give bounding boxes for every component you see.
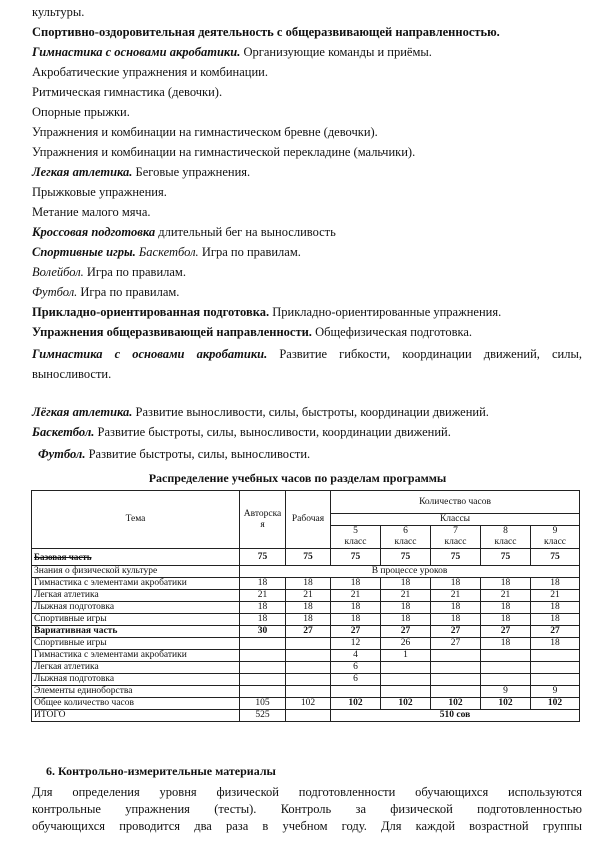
cell-value: 18 bbox=[240, 602, 286, 614]
cell-name: Легкая атлетика bbox=[32, 662, 240, 674]
cell-value bbox=[240, 662, 286, 674]
table-row bbox=[32, 549, 580, 566]
table-title: Распределение учебных часов по разделам программы bbox=[148, 471, 447, 485]
cell-value: 18 bbox=[286, 578, 331, 590]
header-work: Рабочая bbox=[286, 491, 331, 549]
cell-value: 18 bbox=[531, 602, 580, 614]
table-row bbox=[32, 578, 580, 590]
text-line: Прыжковые упражнения. bbox=[32, 185, 167, 199]
cell-value: 102 bbox=[286, 698, 331, 710]
cell-value: 525 bbox=[240, 710, 286, 722]
text-line: Опорные прыжки. bbox=[32, 105, 130, 119]
text-line: Кроссовая подготовка длительный бег на выносливость bbox=[32, 225, 336, 239]
cell-value bbox=[531, 674, 580, 686]
cell-value bbox=[431, 686, 481, 698]
cell-value: 18 bbox=[531, 638, 580, 650]
cell-value: 21 bbox=[286, 590, 331, 602]
cell-name: Легкая атлетика bbox=[32, 590, 240, 602]
table-row bbox=[32, 686, 580, 698]
text-line: Ритмическая гимнастика (девочки). bbox=[32, 85, 223, 99]
cell-value: 6 bbox=[331, 662, 381, 674]
cell-value: 18 bbox=[240, 578, 286, 590]
table-row bbox=[32, 614, 580, 626]
header-grade: 5 bbox=[331, 526, 381, 538]
text-line: Волейбол. Игра по правилам. bbox=[32, 265, 186, 279]
cell-value: 105 bbox=[240, 698, 286, 710]
header-grade: 9 bbox=[531, 526, 580, 538]
cell-value: 18 bbox=[331, 578, 381, 590]
cell-name: Общее количество часов bbox=[32, 698, 240, 710]
header-class-word: класс bbox=[481, 537, 531, 549]
cell-value: 18 bbox=[381, 614, 431, 626]
table-row bbox=[32, 662, 580, 674]
cell-value: 18 bbox=[481, 602, 531, 614]
cell-value bbox=[240, 674, 286, 686]
text-line: обучающихся проводится два раза в учебном году. Для каждой возрастной группы bbox=[32, 819, 582, 833]
header-class-word: класс bbox=[431, 537, 481, 549]
header-grade: 8 bbox=[481, 526, 531, 538]
cell-value bbox=[286, 686, 331, 698]
text-line: контрольные упражнения (тесты). Контроль за физической подготовленностью bbox=[32, 802, 582, 816]
text-line: Баскетбол. Развитие быстроты, силы, выносливости, координации движений. bbox=[32, 425, 451, 439]
cell-value bbox=[240, 650, 286, 662]
cell-value: 18 bbox=[381, 578, 431, 590]
cell-value bbox=[481, 650, 531, 662]
cell-value bbox=[240, 638, 286, 650]
cell-value bbox=[431, 674, 481, 686]
cell-value: 27 bbox=[331, 626, 381, 638]
text-line: Для определения уровня физической подготовленности обучающихся используются bbox=[32, 785, 582, 799]
header-class-word: класс bbox=[381, 537, 431, 549]
table-row bbox=[32, 626, 580, 638]
cell-value bbox=[531, 650, 580, 662]
cell-value: 75 bbox=[531, 549, 580, 566]
cell-value: 18 bbox=[240, 614, 286, 626]
cell-value: 75 bbox=[381, 549, 431, 566]
cell-name: Элементы единоборства bbox=[32, 686, 240, 698]
text-line: Упражнения общеразвивающей направленности. Общефизическая подготовка. bbox=[32, 325, 473, 339]
cell-name: Гимнастика с элементами акробатики bbox=[32, 650, 240, 662]
cell-name: Спортивные игры bbox=[32, 638, 240, 650]
cell-value: 18 bbox=[431, 578, 481, 590]
table-row bbox=[32, 566, 580, 578]
header-class-word: класс bbox=[331, 537, 381, 549]
cell-name: Лыжная подготовка bbox=[32, 674, 240, 686]
cell-value bbox=[331, 686, 381, 698]
cell-value: 21 bbox=[381, 590, 431, 602]
cell-value: 27 bbox=[381, 626, 431, 638]
table-row bbox=[32, 650, 580, 662]
cell-value bbox=[240, 686, 286, 698]
cell-value: 18 bbox=[286, 602, 331, 614]
cell-value: 102 bbox=[381, 698, 431, 710]
cell-value bbox=[531, 662, 580, 674]
cell-value: 27 bbox=[481, 626, 531, 638]
cell-value: 18 bbox=[431, 614, 481, 626]
cell-value bbox=[286, 674, 331, 686]
cell-name: ИТОГО bbox=[32, 710, 240, 722]
cell-value: 102 bbox=[431, 698, 481, 710]
cell-value bbox=[286, 662, 331, 674]
header-author: Авторская bbox=[240, 491, 286, 549]
hours-distribution-table bbox=[31, 490, 580, 722]
table-row bbox=[32, 674, 580, 686]
table-header-row bbox=[32, 491, 580, 514]
cell-value: 18 bbox=[431, 602, 481, 614]
cell-value: 21 bbox=[531, 590, 580, 602]
cell-value: 27 bbox=[431, 638, 481, 650]
cell-value: 27 bbox=[531, 626, 580, 638]
cell-value: 18 bbox=[481, 578, 531, 590]
text-line: Лёгкая атлетика. Развитие выносливости, силы, быстроты, координации движений. bbox=[32, 405, 489, 419]
cell-name: Спортивные игры bbox=[32, 614, 240, 626]
header-grade: 6 bbox=[381, 526, 431, 538]
cell-name: Знания о физической культуре bbox=[32, 566, 240, 578]
cell-merged: В процессе уроков bbox=[240, 566, 580, 578]
text-line: Прикладно-ориентированная подготовка. Прикладно-ориентированные упражнения. bbox=[32, 305, 502, 319]
cell-value: 18 bbox=[331, 614, 381, 626]
table-row bbox=[32, 698, 580, 710]
cell-name: Базовая часть bbox=[32, 549, 240, 566]
cell-name: Гимнастика с элементами акробатики bbox=[32, 578, 240, 590]
text-line: Спортивно-оздоровительная деятельность с общеразвивающей направленностью. bbox=[32, 25, 500, 39]
cell-value: 18 bbox=[381, 602, 431, 614]
header-classes: Классы bbox=[331, 514, 580, 526]
cell-value: 102 bbox=[331, 698, 381, 710]
cell-value bbox=[286, 638, 331, 650]
cell-value: 1 bbox=[381, 650, 431, 662]
cell-value: 18 bbox=[531, 614, 580, 626]
cell-value: 75 bbox=[240, 549, 286, 566]
cell-value: 26 bbox=[381, 638, 431, 650]
cell-value bbox=[431, 650, 481, 662]
cell-value: 75 bbox=[331, 549, 381, 566]
table-row bbox=[32, 590, 580, 602]
cell-value bbox=[481, 662, 531, 674]
text-line: Метание малого мяча. bbox=[32, 205, 151, 219]
text-line: Легкая атлетика. Беговые упражнения. bbox=[32, 165, 251, 179]
cell-value: 18 bbox=[331, 602, 381, 614]
cell-value: 102 bbox=[481, 698, 531, 710]
cell-value: 21 bbox=[431, 590, 481, 602]
cell-value: 21 bbox=[331, 590, 381, 602]
text-line: Упражнения и комбинации на гимнастической перекладине (мальчики). bbox=[32, 145, 416, 159]
cell-value bbox=[381, 686, 431, 698]
cell-value: 9 bbox=[481, 686, 531, 698]
cell-value: 21 bbox=[481, 590, 531, 602]
text-line: Футбол. Развитие быстроты, силы, выносливости. bbox=[38, 447, 311, 461]
cell-value bbox=[381, 662, 431, 674]
cell-value: 18 bbox=[286, 614, 331, 626]
text-line: Футбол. Игра по правилам. bbox=[32, 285, 180, 299]
text-line: культуры. bbox=[32, 5, 85, 19]
cell-value: 27 bbox=[431, 626, 481, 638]
table-row bbox=[32, 638, 580, 650]
cell-value: 75 bbox=[481, 549, 531, 566]
cell-value: 27 bbox=[286, 626, 331, 638]
cell-merged: 510 сов bbox=[331, 710, 580, 722]
cell-value: 12 bbox=[331, 638, 381, 650]
cell-value: 18 bbox=[481, 638, 531, 650]
table-row bbox=[32, 710, 580, 722]
cell-value: 18 bbox=[481, 614, 531, 626]
header-grade: 7 bbox=[431, 526, 481, 538]
cell-value: 18 bbox=[531, 578, 580, 590]
header-class-word: класс bbox=[531, 537, 580, 549]
text-line: Упражнения и комбинации на гимнастическом бревне (девочки). bbox=[32, 125, 378, 139]
cell-value: 4 bbox=[331, 650, 381, 662]
cell-value: 102 bbox=[531, 698, 580, 710]
cell-name: Вариативная часть bbox=[32, 626, 240, 638]
text-line: Гимнастика с основами акробатики. Организующие команды и приёмы. bbox=[32, 45, 432, 59]
cell-value bbox=[286, 650, 331, 662]
cell-value bbox=[286, 710, 331, 722]
cell-value: 75 bbox=[286, 549, 331, 566]
cell-value: 30 bbox=[240, 626, 286, 638]
text-line: Акробатические упражнения и комбинации. bbox=[32, 65, 268, 79]
cell-value: 6 bbox=[331, 674, 381, 686]
text-line: Спортивные игры. Баскетбол. Игра по правилам. bbox=[32, 245, 301, 259]
header-qty: Количество часов bbox=[331, 491, 580, 514]
cell-value: 9 bbox=[531, 686, 580, 698]
cell-name: Лыжная подготовка bbox=[32, 602, 240, 614]
cell-value bbox=[381, 674, 431, 686]
header-tema: Тема bbox=[32, 491, 240, 549]
section-heading: 6. Контрольно-измерительные материалы bbox=[46, 764, 276, 778]
text-paragraph: Гимнастика с основами акробатики. Развитие гибкости, координации движений, силы, выносливости. bbox=[32, 347, 582, 381]
table-row bbox=[32, 602, 580, 614]
cell-value: 75 bbox=[431, 549, 481, 566]
cell-value: 21 bbox=[240, 590, 286, 602]
cell-value bbox=[431, 662, 481, 674]
cell-value bbox=[481, 674, 531, 686]
